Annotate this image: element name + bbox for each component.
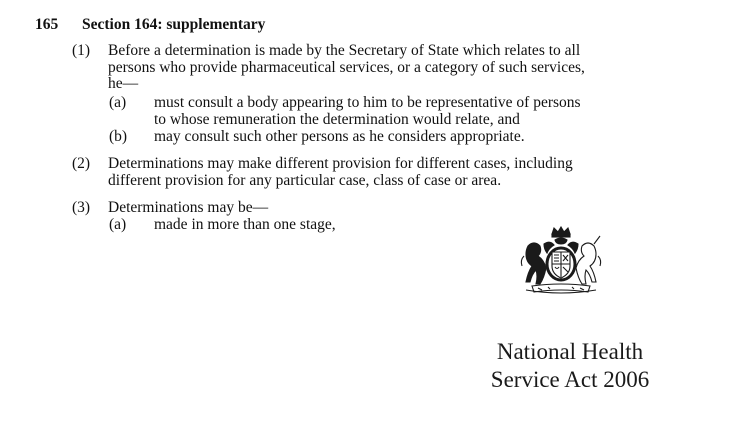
paragraph-mark: (a): [109, 94, 127, 111]
act-title: [470, 338, 670, 394]
paragraph-mark: (b): [109, 128, 128, 145]
act-title-line-2: Service Act 2006: [490, 367, 650, 392]
text-line: Determinations may make different provision for different cases, including: [108, 155, 573, 172]
subsection-mark: (2): [72, 155, 91, 172]
text-line: Before a determination is made by the Secretary of State which relates to all: [108, 42, 581, 59]
subsection-mark: (1): [72, 42, 91, 59]
text-line: may consult such other persons as he considers appropriate.: [154, 128, 525, 145]
text-line: made in more than one stage,: [154, 216, 336, 233]
royal-coat-of-arms-icon: [514, 226, 608, 296]
section-number: 165: [35, 16, 59, 33]
text-line: he—: [108, 75, 139, 92]
act-title-line-1: National Health: [496, 339, 644, 364]
text-line: must consult a body appearing to him to be representative of persons: [154, 94, 581, 111]
text-line: persons who provide pharmaceutical services, or a category of such services,: [108, 58, 585, 76]
section-heading: [35, 16, 265, 34]
paragraph-mark: (a): [109, 216, 127, 233]
text-line: different provision for any particular case, class of case or area.: [108, 171, 502, 189]
section-title: Section 164: supplementary: [82, 16, 266, 33]
subsection-mark: (3): [72, 199, 91, 216]
text-line: to whose remuneration the determination would relate, and: [154, 110, 520, 128]
text-line: Determinations may be—: [108, 199, 269, 216]
